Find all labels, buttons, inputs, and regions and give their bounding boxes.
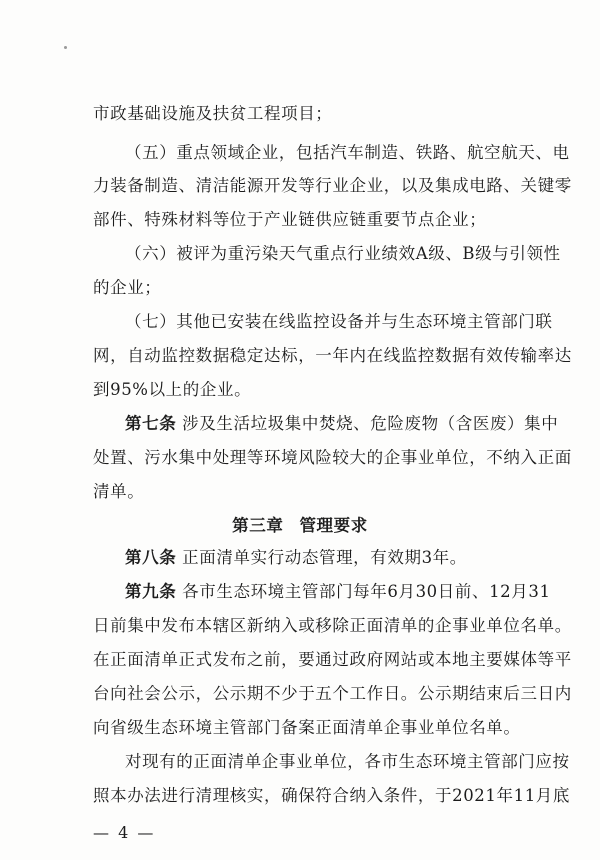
text-line: 到95%以上的企业。 [93, 380, 252, 399]
chapter-heading [0, 512, 600, 536]
article-9-line-1 [125, 582, 551, 602]
text-line: （六）被评为重污染天气重点行业绩效A级、B级与引领性 [125, 244, 561, 263]
article-8-label: 第八条 [125, 548, 177, 567]
text-line: 对现有的正面清单企事业单位，各市生态环境主管部门应按 [125, 752, 570, 771]
text-line: 向省级生态环境主管部门备案正面清单企事业单位名单。 [93, 718, 521, 737]
page-number: — 4 — [93, 823, 156, 842]
text-line: （五）重点领域企业，包括汽车制造、铁路、航空航天、电 [125, 143, 570, 162]
text-line: 日前集中发布本辖区新纳入或移除正面清单的企事业单位名单。 [93, 616, 572, 635]
text-line: 台向社会公示，公示期不少于五个工作日。公示期结束后三日内 [93, 684, 572, 703]
article-9-label: 第九条 [125, 582, 177, 601]
text-line: 部件、特殊材料等位于产业链供应链重要节点企业； [93, 210, 487, 229]
article-7-label: 第七条 [125, 414, 177, 433]
scan-speck [64, 46, 67, 49]
article-7-line-1 [125, 414, 559, 434]
text-line: 处置、污水集中处理等环境风险较大的企事业单位，不纳入正面 [93, 448, 572, 467]
chapter-title: 管理要求 [299, 516, 368, 535]
text-line: 市政基础设施及扶贫工程项目； [93, 104, 333, 123]
text-line: 在正面清单正式发布之前，要通过政府网站或本地主要媒体等平 [93, 650, 572, 669]
text-line: （七）其他已安装在线监控设备并与生态环境主管部门联 [125, 312, 553, 331]
text-line: 的企业； [93, 278, 162, 297]
chapter-number: 第三章 [232, 516, 284, 535]
text-line: 清单。 [93, 482, 145, 501]
article-8-line [125, 548, 513, 568]
article-7-text: 涉及生活垃圾集中焚烧、危险废物（含医废）集中 [182, 414, 559, 433]
article-9-text: 各市生态环境主管部门每年6月30日前、12月31 [182, 582, 551, 601]
text-line: 力装备制造、清洁能源开发等行业企业，以及集成电路、关键零 [93, 176, 572, 195]
text-line: 网，自动监控数据稳定达标，一年内在线监控数据有效传输率达 [93, 346, 572, 365]
article-8-text: 正面清单实行动态管理，有效期3年。 [182, 548, 467, 567]
text-line: 照本办法进行清理核实，确保符合纳入条件，于2021年11月底 [93, 786, 570, 805]
